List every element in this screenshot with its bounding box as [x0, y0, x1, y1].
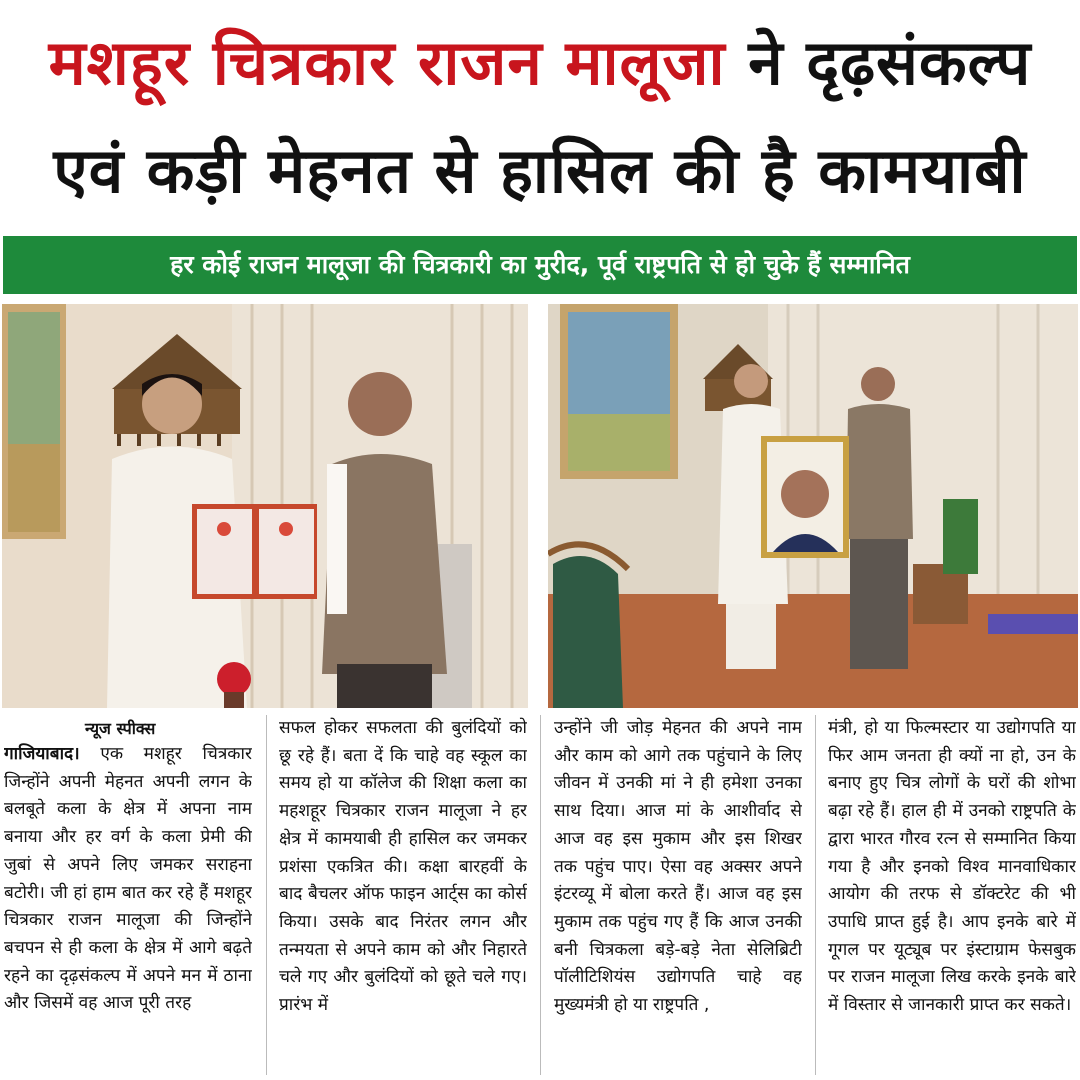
- column-divider: [266, 715, 267, 1075]
- photo-portrait-presentation: [548, 304, 1078, 708]
- column-divider: [815, 715, 816, 1075]
- article-column-4: [828, 715, 1076, 1020]
- article-column-3: [554, 715, 802, 1020]
- headline-red-part: मशहूर चित्रकार राजन मालूजा: [48, 26, 726, 99]
- dateline-place: गाजियाबाद।: [4, 744, 80, 764]
- subheadline-banner: हर कोई राजन मालूजा की चित्रकारी का मुरीद, पूर्व राष्ट्रपति से हो चुके हैं सम्मानित: [3, 236, 1077, 294]
- headline-line-1: [0, 20, 1080, 106]
- column-text: सफल होकर सफलता की बुलंदियों को छू रहे हैं। बता दें कि चाहे वह स्कूल का समय हो या कॉलेज की शिक्षा कला का महशहूर चित्रकार राजन मालूजा ने हर क्षेत्र में कामयाबी ही हासिल कर जमकर प्रशंसा एकत्रित की। कक्षा बारहवीं के बाद बैचलर ऑफ फाइन आर्ट्स का कोर्स किया। उसके बाद निरंतर लगन और तन्मयता से अपने काम को और निहारते चले गए और बुलंदियों को छूते चले गए। प्रारंभ में: [279, 718, 527, 1016]
- column-text: उन्होंने जी जोड़ मेहनत की अपने नाम और काम को आगे तक पहुंचाने के लिए जीवन में उनकी मां ने ही हमेशा उनका साथ दिया। आज मां के आशीर्वाद से आज वह इस मुकाम और इस शिखर तक पहुंच पाए। ऐसा वह अक्सर अपने इंटरव्यू में बोला करते हैं। आज वह इस मुकाम तक पहुंच गए हैं कि आज उनकी बनी चित्रकला बड़े-बड़े नेता सेलिब्रिटी पॉलीटिशियंस उद्योगपति चाहे वह मुख्यमंत्री हो या राष्ट्रपति ,: [554, 718, 802, 1016]
- column-text: मंत्री, हो या फिल्मस्टार या उद्योगपति या फिर आम जनता ही क्यों ना हो, उन के बनाए हुए चित्र लोगों के घरों की शोभा बढ़ा रहे हैं। हाल ही में उनको राष्ट्रपति के द्वारा भारत गौरव रत्न से सम्मानित किया गया है और इनको विश्व मानवाधिकार आयोग की तरफ से डॉक्टरेट की भी उपाधि प्राप्त हुई है। आप इनके बारे में गूगल पर यूट्यूब पर इंस्टाग्राम फेसबुक पर राजन मालूजा लिख करके इनके बारे में विस्तार से जानकारी प्राप्त कर सकते।: [828, 718, 1076, 1016]
- photo-illustration: [2, 304, 528, 708]
- column-divider: [540, 715, 541, 1075]
- photo-illustration: [548, 304, 1078, 708]
- column-paragraph: [4, 741, 252, 1018]
- column-text: एक मशहूर चित्रकार जिन्होंने अपनी मेहनत अपनी लगन के बलबूते कला के क्षेत्र में अपना नाम बनाया और हर वर्ग के कला प्रेमी की जुबां से अपने लिए जमकर सराहना बटोरी। जी हां हाम बात कर रहे हैं मशहूर चित्रकार राजन मालूजा की जिन्होंने बचपन से ही कला के क्षेत्र में आगे बढ़ते रहने का दृढ़संकल्प में अपने मन में ठाना और जिसमें वह आज पूरी तरह: [4, 744, 252, 1014]
- article-column-1: [4, 741, 252, 1018]
- byline: न्यूज स्पीक्स: [85, 719, 156, 738]
- headline-line-2: एवं कड़ी मेहनत से हासिल की है कामयाबी: [53, 134, 1027, 207]
- article-column-2: [279, 715, 527, 1020]
- photo-certificate-presentation: [2, 304, 528, 708]
- headline-black-part: ने दृढ़संकल्प: [748, 26, 1032, 99]
